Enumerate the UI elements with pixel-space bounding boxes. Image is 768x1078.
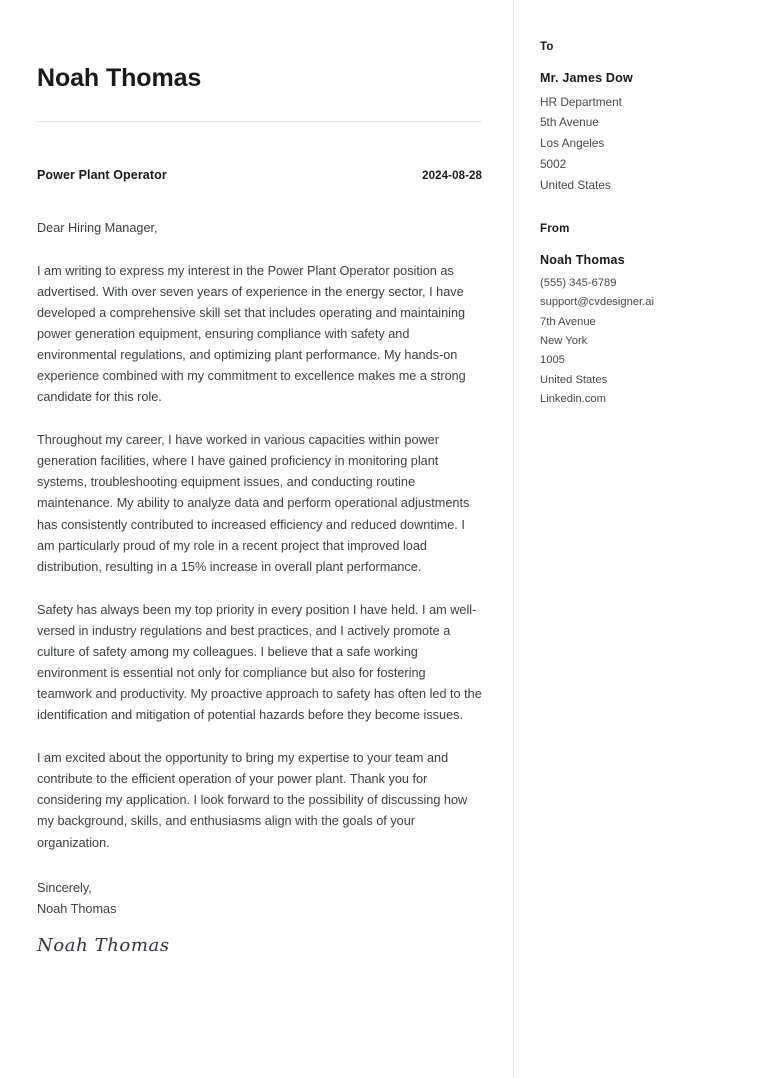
sender-phone: (555) 345-6789 <box>540 276 617 289</box>
sender-address-line: United States <box>540 373 608 386</box>
recipient-address-line: HR Department <box>540 94 622 109</box>
body-paragraph-4: I am excited about the opportunity to bring my expertise to your team and contribute to the efficient operation of your power plant. Thank you for considering my application. I look forward to the possibility of discussing how my background, skills, and enthusiasms align with the goals of your organization. <box>37 751 468 850</box>
salutation: Dear Hiring Manager, <box>37 221 158 235</box>
closing-block <box>37 878 482 921</box>
body-paragraph-1: I am writing to express my interest in the Power Plant Operator position as advertised. With over seven years of experience in the energy sector, I have developed a comprehensive skill set that includes operating and maintaining power generation equipment, ensuring compliance with safety and environmental regulations, and optimizing plant performance. My hands-on experience combined with my commitment to excellence makes me a strong candidate for this role. <box>37 263 466 405</box>
role-title: Power Plant Operator <box>37 168 167 182</box>
recipient-address-line: Los Angeles <box>540 136 605 151</box>
sender-heading: From <box>540 223 570 236</box>
header-rule <box>37 121 482 122</box>
sender-address-line: New York <box>540 335 588 348</box>
recipient-address-line: United States <box>540 178 611 193</box>
contact-sidebar <box>540 0 745 410</box>
role-and-date-row <box>37 168 482 182</box>
sender-address-line: 7th Avenue <box>540 315 596 328</box>
signer-name: Noah Thomas <box>37 901 117 916</box>
sender-website[interactable]: Linkedin.com <box>540 393 606 406</box>
letter-date: 2024-08-28 <box>422 170 482 182</box>
sender-contact-details <box>540 274 745 410</box>
sender-name: Noah Thomas <box>540 253 625 268</box>
recipient-address-line: 5th Avenue <box>540 115 599 130</box>
body-paragraph-3: Safety has always been my top priority in every position I have held. I am well-versed in industry regulations and best practices, and I actively promote a culture of safety among my colleagues. I believe that a safe working environment is essential not only for compliance but also for fostering teamwork and productivity. My proactive approach to safety has often led to the identification and mitigation of potential hazards before they become issues. <box>37 602 482 723</box>
recipient-address <box>540 92 745 197</box>
page-title: Noah Thomas <box>37 64 202 92</box>
valediction: Sincerely, <box>37 880 92 895</box>
column-divider <box>513 0 514 1078</box>
body-paragraph-2: Throughout my career, I have worked in various capacities within power generation facilities, where I have gained proficiency in monitoring plant systems, troubleshooting equipment issues, and conducting routine maintenance. My ability to analyze data and perform operational adjustments has consistently contributed to increased efficiency and reduced downtime. I am particularly proud of my role in a recent project that improved load distribution, resulting in a 15% increase in overall plant performance. <box>37 433 470 574</box>
recipient-address-line: 5002 <box>540 157 567 172</box>
recipient-heading: To <box>540 41 554 53</box>
sender-address-line: 1005 <box>540 354 565 367</box>
letter-main-column <box>37 0 482 956</box>
sender-email[interactable]: support@cvdesigner.ai <box>540 296 654 309</box>
recipient-name: Mr. James Dow <box>540 71 633 85</box>
handwritten-signature: Noah Thomas <box>37 935 170 957</box>
